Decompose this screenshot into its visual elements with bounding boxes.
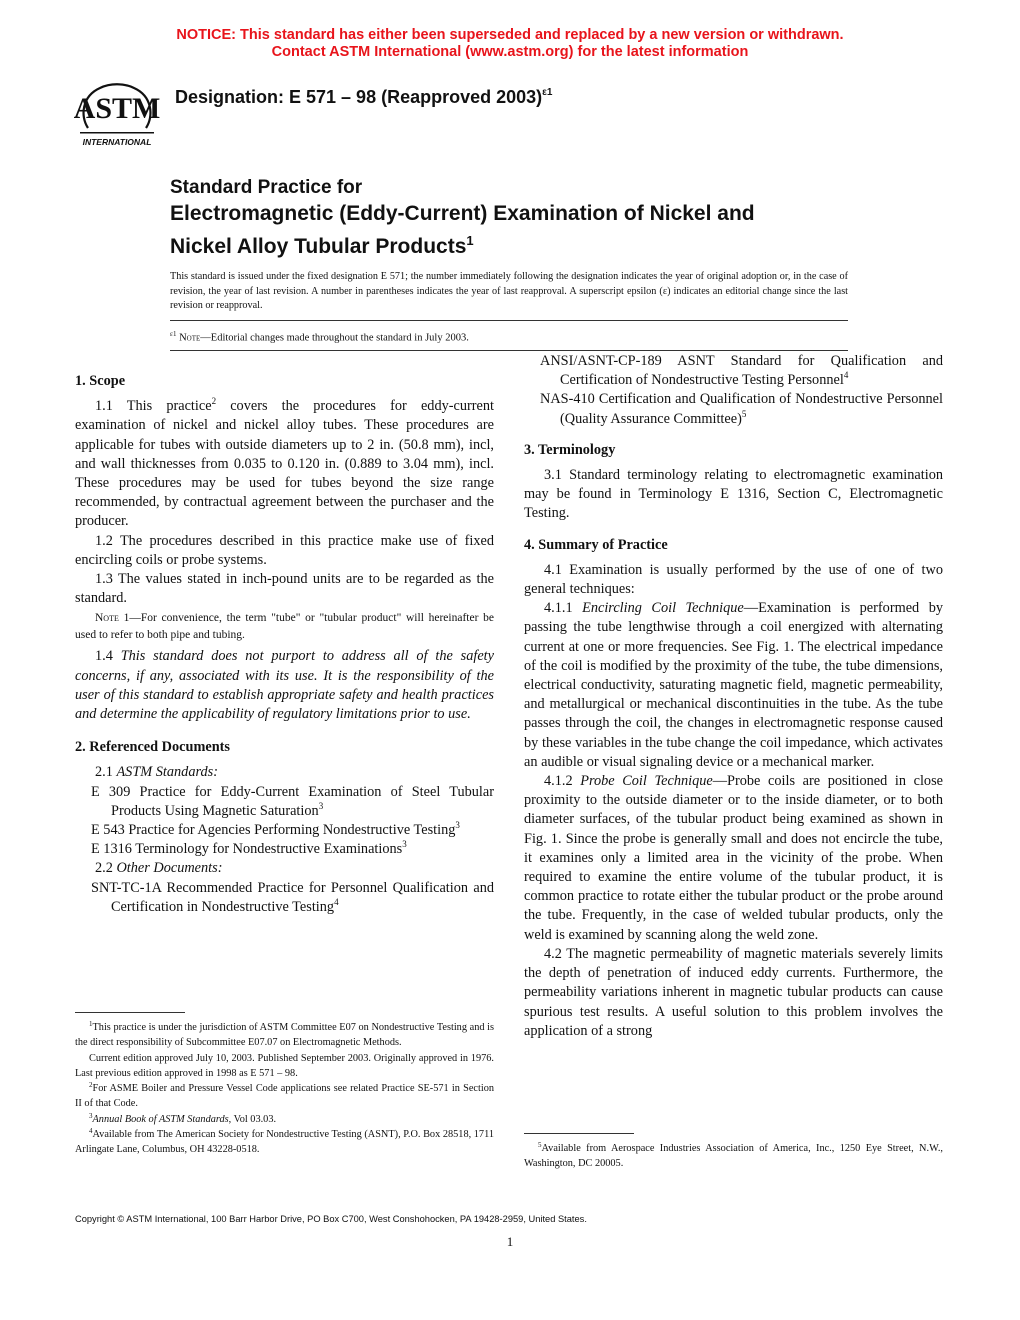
- editorial-note: [170, 330, 469, 344]
- designation-text: Designation: E 571 – 98 (Reapproved 2003): [175, 87, 543, 107]
- p4-1-2-num: 4.1.2: [544, 773, 581, 790]
- copyright-line: Copyright © ASTM International, 100 Barr Harbor Drive, PO Box C700, West Conshohocken, PA 19428-2959, United States.: [75, 1214, 587, 1224]
- notice-line-1: NOTICE: This standard has either been superseded and replaced by a new version or withdrawn.: [176, 27, 844, 43]
- p4-1-2-term: Probe Coil Technique: [580, 773, 713, 790]
- designation: [175, 87, 552, 108]
- footnote-3-num: 3: [89, 1111, 93, 1120]
- section-heading-scope: 1. Scope: [75, 373, 126, 389]
- paragraph-1-1: [75, 397, 494, 531]
- section-heading-summary: 4. Summary of Practice: [524, 536, 668, 553]
- ref-e1316-sup: 3: [402, 839, 407, 850]
- footnote-4-text: Available from The American Society for Nondestructive Testing (ASNT), P.O. Box 28518, 1711 Arlingate Lane, Columbus, OH 43228-0518.: [75, 1129, 494, 1156]
- ref-e1316: [75, 840, 494, 859]
- logo-mark: ASTM: [74, 92, 160, 125]
- paragraph-4-1-1: [524, 599, 943, 772]
- right-column: [524, 353, 943, 1041]
- paragraph-4-2: 4.2 The magnetic permeability of magnetic materials severely limits the depth of penetration of induced eddy currents. Furthermore, the permeability variations inherent in magnetic tubular products can cause spurious test results. A useful solution to this problem involves the application of a strong: [524, 945, 943, 1039]
- ref-e309-text: E 309 Practice for Eddy-Current Examination of Steel Tubular Products Using Magnetic Saturation: [91, 783, 494, 819]
- page-number: 1: [506, 1234, 514, 1249]
- editorial-text: —Editorial changes made throughout the standard in July 2003.: [200, 332, 469, 344]
- other-documents-text: Other Documents:: [116, 860, 223, 877]
- ref-e543-sup: 3: [455, 820, 460, 831]
- footnote-4-num: 4: [89, 1127, 93, 1136]
- ref-e309: [75, 783, 494, 821]
- section-heading-refdocs: 2. Referenced Documents: [75, 739, 230, 756]
- ref-nas-sup: 5: [741, 408, 747, 419]
- p1-1-a: 1.1 This practice: [95, 398, 212, 415]
- p4-1-2-text: —Probe coils are positioned in close proximity to the outside diameter or to the inside diameter, or to both diameter surfaces, of the tubular product being examined as shown in Fig. 1. Since the probe is generally small and does not encircle the tube, it examines only a limited area in the vicinity of the probe. When required to examine the entire volume of the tubular product, it is common practice to rotate either the tubular product or the probe around the tube. Frequently, in the case of welded tubular products, only the weld is examined by scanning along the weld zone.: [524, 773, 943, 943]
- note-1-text: —For convenience, the term "tube" or "tubular product" will hereinafter be used to refer to both pipe and tubing.: [75, 612, 494, 642]
- section-heading-terminology: 3. Terminology: [524, 441, 616, 458]
- footnote-5-text: Available from Aerospace Industries Association of America, Inc., 1250 Eye Street, N.W., Washington, DC 20005.: [524, 1143, 943, 1170]
- ref-snt-sup: 4: [334, 896, 339, 907]
- paragraph-3-1: 3.1 Standard terminology relating to electromagnetic examination may be found in Terminology E 1316, Section C, Electromagnetic Testing.: [524, 467, 943, 522]
- left-column: [75, 372, 494, 917]
- footnotes-right: [524, 1141, 943, 1172]
- astm-logo: [74, 78, 160, 150]
- p4-1-1-term: Encircling Coil Technique: [582, 600, 744, 617]
- other-documents-label: [75, 859, 494, 878]
- ref-ansi-text: ANSI/ASNT-CP-189 ASNT Standard for Qualification and Certification of Nondestructive Testing Personnel: [540, 353, 943, 389]
- note-1-label: Note 1: [95, 612, 130, 625]
- footnote-4: [75, 1127, 494, 1158]
- footnote-1: [75, 1020, 494, 1051]
- ref-e309-sup: 3: [318, 800, 324, 811]
- title-line-3: [170, 227, 870, 260]
- ref-nas: [524, 390, 943, 428]
- footnote-2-num: 2: [89, 1081, 93, 1090]
- footnote-3-rest: , Vol 03.03.: [228, 1113, 277, 1125]
- astm-standards-text: ASTM Standards:: [116, 764, 218, 781]
- issued-note: This standard is issued under the fixed designation E 571; the number immediately following the designation indicates the year of original adoption or, in the case of revision, the year of last revision. A number in parentheses indicates the year of last reapproval. A superscript epsilon (ε) indicates an editorial change since the last revision or reapproval.: [170, 271, 848, 311]
- p1-4-num: 1.4: [95, 648, 121, 665]
- footnote-rule-right: [524, 1133, 634, 1134]
- p1-4-text: This standard does not purport to address all of the safety concerns, if any, associated with its use. It is the responsibility of the user of this standard to establish appropriate safety and health practices and determine the applicability of regulatory limitations prior to use.: [75, 648, 494, 723]
- title-line-3-text: Nickel Alloy Tubular Products: [170, 235, 467, 258]
- footnote-1-num: 1: [89, 1020, 93, 1028]
- note-1: [75, 610, 494, 644]
- paragraph-4-1: 4.1 Examination is usually performed by the use of one of two general techniques:: [524, 561, 943, 598]
- ref-ansi-sup: 4: [843, 370, 849, 381]
- designation-epsilon: ε1: [542, 87, 553, 98]
- paragraph-4-1-2: [524, 772, 943, 945]
- astm-standards-label: [75, 763, 494, 782]
- editorial-label: Note: [179, 332, 201, 344]
- footnote-rule-left: [75, 1012, 185, 1013]
- editorial-epsilon: ε1: [170, 330, 177, 338]
- paragraph-1-2: 1.2 The procedures described in this practice make use of fixed encircling coils or probe systems.: [75, 532, 494, 568]
- footnote-5: [524, 1141, 943, 1172]
- ref-e1316-text: E 1316 Terminology for Nondestructive Examinations: [91, 841, 403, 858]
- footnote-2: [75, 1081, 494, 1112]
- footnote-3: [75, 1112, 494, 1127]
- logo-caption: INTERNATIONAL: [82, 137, 152, 147]
- ref-e543: [75, 821, 494, 840]
- p1-1-b: covers the procedures for eddy-current examination of nickel and nickel alloy tubes. These procedures are applicable for tubes with outside diameters up to 2 in. (50.8 mm), incl, and wall thicknesses from 0.035 to 0.120 in. (0.889 to 3.04 mm), incl. These procedures may be used for tubes beyond the size range recommended, by contractual agreement between the purchaser and the producer.: [75, 398, 494, 530]
- header-rule-2: [170, 350, 848, 351]
- paragraph-1-4: [75, 647, 494, 724]
- p4-1-1-num: 4.1.1: [544, 600, 583, 617]
- ref-ansi: [524, 352, 943, 390]
- header-rule: [170, 320, 848, 321]
- other-documents-num: 2.2: [95, 860, 117, 877]
- ref-nas-text: NAS-410 Certification and Qualification of Nondestructive Personnel (Quality Assurance Committee): [540, 391, 943, 427]
- footnote-5-num: 5: [538, 1141, 542, 1149]
- footnotes-left: [75, 1020, 494, 1158]
- title-footnote-ref: 1: [466, 233, 474, 248]
- footnote-1b: Current edition approved July 10, 2003. Published September 2003. Originally approved in 1976. Last previous edition approved in 1998 as E 571 – 98.: [75, 1052, 494, 1079]
- p1-1-footnote-ref: 2: [211, 396, 217, 407]
- footnote-1-text: This practice is under the jurisdiction of ASTM Committee E07 on Nondestructive Testing and is the direct responsibility of Subcommittee E07.07 on Electromagnetic Methods.: [75, 1022, 494, 1049]
- ref-snt: [75, 879, 494, 917]
- title-line-1: Standard Practice for: [170, 177, 363, 198]
- ref-snt-text: SNT-TC-1A Recommended Practice for Personnel Qualification and Certification in Nondestructive Testing: [91, 879, 494, 915]
- p4-1-1-text: —Examination is performed by passing the tube lengthwise through a coil energized with alternating current at one or more frequencies. See Fig. 1. The electrical impedance of the coil is modified by the proximity of the tube, the tube dimensions, electrical conductivity, saturating magnetic field, magnetic permeability, and metallurgical or mechanical discontinuities in the tube. As the tube passes through the coil, the changes in electromagnetic response caused by these variables in the tube change the coil impedance, which activates an audible or visual signaling device or a mechanical marker.: [524, 600, 943, 770]
- document-title: [170, 176, 870, 260]
- notice-line-2: Contact ASTM International (www.astm.org) for the latest information: [271, 44, 749, 60]
- ref-e543-text: E 543 Practice for Agencies Performing Nondestructive Testing: [91, 822, 456, 839]
- astm-standards-num: 2.1: [95, 764, 117, 781]
- paragraph-1-3: 1.3 The values stated in inch-pound units are to be regarded as the standard.: [75, 571, 494, 607]
- supersede-notice: [0, 27, 1020, 61]
- footnote-3-title: Annual Book of ASTM Standards: [92, 1113, 229, 1125]
- title-line-2: Electromagnetic (Eddy-Current) Examination of Nickel and: [170, 202, 755, 225]
- footnote-2-text: For ASME Boiler and Pressure Vessel Code applications see related Practice SE-571 in Section II of that Code.: [75, 1083, 494, 1110]
